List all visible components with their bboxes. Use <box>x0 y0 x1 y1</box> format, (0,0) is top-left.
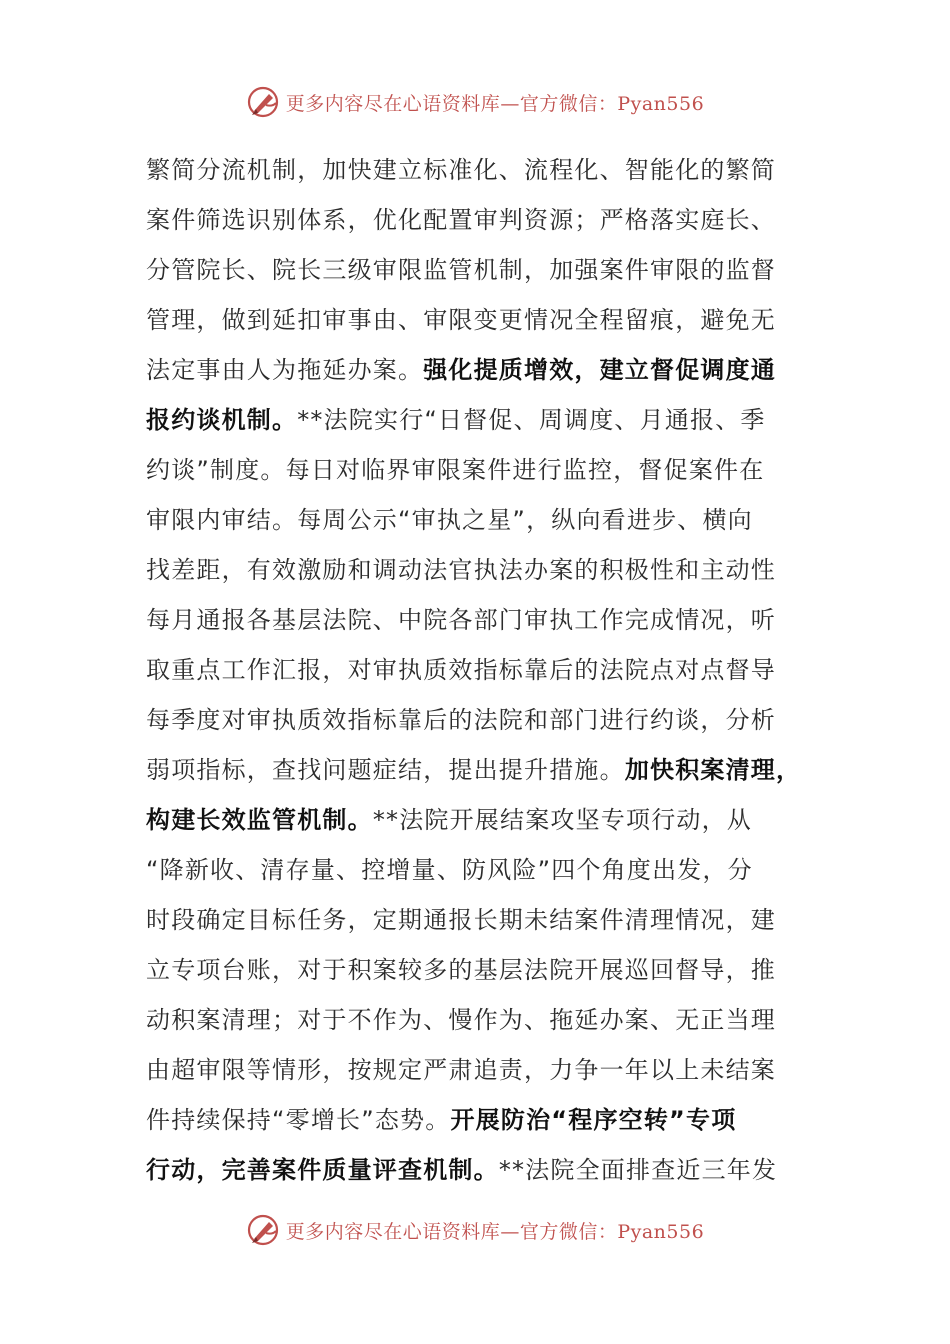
bold-heading-text: 开展防治“程序空转”专项 <box>450 1106 737 1134</box>
body-line <box>146 945 816 995</box>
body-line <box>146 495 816 545</box>
document-body <box>146 145 816 1195</box>
bold-heading-text: 加快积案清理， <box>624 756 802 784</box>
body-line <box>146 445 816 495</box>
header-banner <box>0 82 950 122</box>
body-text: 弱项指标，查找问题症结，提出提升措施。 <box>146 756 625 784</box>
body-text: **法院全面排查近三年发 <box>498 1156 778 1184</box>
body-line <box>146 395 816 445</box>
body-text: 约谈”制度。每日对临界审限案件进行监控，督促案件在 <box>146 456 765 484</box>
body-text: 繁简分流机制，加快建立标准化、流程化、智能化的繁简 <box>146 156 776 184</box>
body-line <box>146 645 816 695</box>
body-line <box>146 145 816 195</box>
body-text: 找差距，有效激励和调动法官执法办案的积极性和主动性 <box>146 556 776 584</box>
footer-wechat-label: 官方微信： <box>519 1220 618 1243</box>
body-line <box>146 1095 816 1145</box>
body-line <box>146 995 816 1045</box>
body-text: 取重点工作汇报，对审执质效指标靠后的法院点对点督导 <box>146 656 776 684</box>
footer-wechat-id: Pyan556 <box>617 1220 705 1243</box>
footer-brand-name: 更多内容尽在心语资料库 <box>285 1220 501 1243</box>
brand-logo-icon <box>246 1213 280 1247</box>
body-line <box>146 295 816 345</box>
footer-separator: — <box>500 1220 520 1243</box>
body-line <box>146 695 816 745</box>
body-text: **法院开展结案攻坚专项行动，从 <box>372 806 753 834</box>
body-text: 立专项台账，对于积案较多的基层法院开展巡回督导，推 <box>146 956 776 984</box>
header-brand-text <box>286 89 704 116</box>
bold-heading-text: 报约谈机制。 <box>146 406 298 434</box>
body-text: 每季度对审执质效指标靠后的法院和部门进行约谈，分析 <box>146 706 776 734</box>
footer-banner <box>0 1210 950 1250</box>
footer-brand-text <box>286 1217 704 1244</box>
body-text: 审限内审结。每周公示“审执之星”，纵向看进步、横向 <box>146 506 753 534</box>
body-line <box>146 345 816 395</box>
body-line <box>146 595 816 645</box>
body-text: 法定事由人为拖延办案。 <box>146 356 424 384</box>
body-text: 管理，做到延扣审事由、审限变更情况全程留痕，避免无 <box>146 306 776 334</box>
body-line <box>146 1145 816 1195</box>
header-brand-name: 更多内容尽在心语资料库 <box>285 92 501 115</box>
body-text: 时段确定目标任务，定期通报长期未结案件清理情况，建 <box>146 906 776 934</box>
body-line <box>146 545 816 595</box>
body-line <box>146 895 816 945</box>
bold-heading-text: 强化提质增效，建立督促调度通 <box>423 356 777 384</box>
bold-heading-text: 构建长效监管机制。 <box>146 806 373 834</box>
body-line <box>146 795 816 845</box>
body-text: 动积案清理；对于不作为、慢作为、拖延办案、无正当理 <box>146 1006 776 1034</box>
header-wechat-id: Pyan556 <box>617 92 705 115</box>
body-text: “降新收、清存量、控增量、防风险”四个角度出发，分 <box>146 856 753 884</box>
header-separator: — <box>500 92 520 115</box>
body-text: 由超审限等情形，按规定严肃追责，力争一年以上未结案 <box>146 1056 776 1084</box>
brand-logo-icon <box>246 85 280 119</box>
body-text: 案件筛选识别体系，优化配置审判资源；严格落实庭长、 <box>146 206 776 234</box>
header-wechat-label: 官方微信： <box>519 92 618 115</box>
body-line <box>146 745 816 795</box>
bold-heading-text: 行动，完善案件质量评查机制。 <box>146 1156 499 1184</box>
body-line <box>146 1045 816 1095</box>
body-line <box>146 845 816 895</box>
body-text: 件持续保持“零增长”态势。 <box>146 1106 451 1134</box>
body-text: **法院实行“日督促、周调度、月通报、季 <box>297 406 766 434</box>
body-line <box>146 245 816 295</box>
body-text: 分管院长、院长三级审限监管机制，加强案件审限的监督 <box>146 256 776 284</box>
body-text: 每月通报各基层法院、中院各部门审执工作完成情况，听 <box>146 606 776 634</box>
body-line <box>146 195 816 245</box>
